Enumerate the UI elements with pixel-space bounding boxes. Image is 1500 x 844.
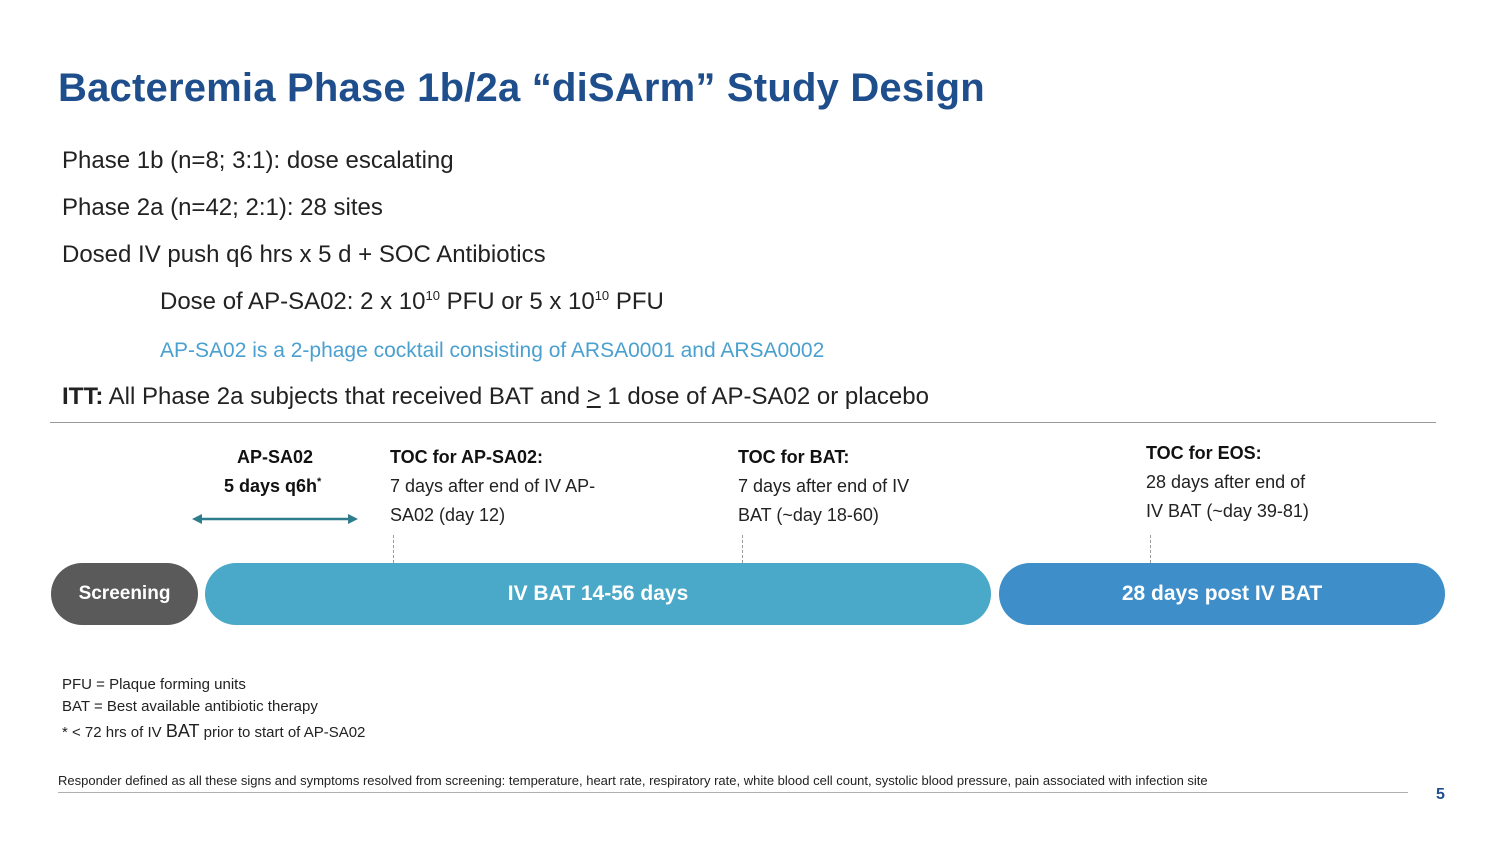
footnote-bat: BAT = Best available antibiotic therapy (62, 698, 318, 715)
toc-apsa02-line1: 7 days after end of IV AP- (390, 476, 596, 496)
toc-apsa02-header: TOC for AP-SA02: (390, 447, 544, 467)
itt-text-1: All Phase 2a subjects that received BAT and (103, 383, 587, 410)
itt-ge-symbol: > (586, 383, 601, 410)
post-iv-bat-label: 28 days post IV BAT (1121, 582, 1323, 605)
toc-eos-line2: IV BAT (~day 39-81) (1146, 501, 1309, 521)
itt-label: ITT: (62, 383, 104, 410)
footnote-star (62, 721, 365, 742)
dose-text-3: PFU (609, 288, 664, 315)
dose-exponent-1: 10 (425, 288, 440, 303)
dose-line (160, 288, 664, 316)
toc-apsa02-line2: SA02 (day 12) (390, 505, 506, 525)
footnote-star-prefix: * < 72 hrs of IV (62, 724, 166, 741)
toc-apsa02-marker (393, 535, 394, 563)
page-number: 5 (1436, 786, 1445, 803)
toc-eos-line1: 28 days after end of (1146, 472, 1306, 492)
iv-bat-phase (205, 563, 991, 625)
dosing-window-arrow-icon (190, 510, 360, 528)
toc-eos-marker (1150, 535, 1151, 563)
responder-definition: Responder defined as all these signs and symptoms resolved from screening: temperature, heart rate, respiratory rate, white blood cell count, systolic blood pressure, pain associated with infection site (58, 773, 1208, 788)
itt-line (62, 383, 929, 411)
apsa02-duration (224, 476, 321, 497)
phase2a-line: Phase 2a (n=42; 2:1): 28 sites (62, 194, 383, 221)
slide-title: Bacteremia Phase 1b/2a “diSArm” Study Design (58, 66, 985, 110)
dosing-line: Dosed IV push q6 hrs x 5 d + SOC Antibiotics (62, 241, 546, 268)
section-divider (50, 422, 1436, 423)
screening-label: Screening (78, 583, 171, 604)
apsa02-footnote-mark: * (317, 476, 322, 488)
apsa02-duration-text: 5 days q6h (224, 476, 318, 496)
footnote-star-bat: BAT (165, 721, 200, 741)
responder-underline (58, 792, 1408, 793)
toc-bat-line2: BAT (~day 18-60) (738, 505, 879, 525)
phase1b-line: Phase 1b (n=8; 3:1): dose escalating (62, 147, 454, 174)
screening-phase (51, 563, 198, 625)
dose-text-2: PFU or 5 x 10 (439, 288, 595, 315)
iv-bat-label: IV BAT 14-56 days (507, 582, 689, 605)
toc-bat-marker (742, 535, 743, 563)
toc-bat-line1: 7 days after end of IV (738, 476, 910, 496)
post-iv-bat-phase (999, 563, 1445, 625)
toc-bat-header: TOC for BAT: (738, 447, 850, 467)
footnote-pfu: PFU = Plaque forming units (62, 676, 246, 693)
apsa02-title: AP-SA02 (237, 447, 314, 467)
footnote-star-suffix: prior to start of AP-SA02 (199, 724, 366, 741)
dose-exponent-2: 10 (594, 288, 610, 303)
dose-text-1: Dose of AP-SA02: 2 x 10 (160, 288, 426, 315)
cocktail-note: AP-SA02 is a 2-phage cocktail consisting of ARSA0001 and ARSA0002 (160, 339, 825, 362)
itt-text-2: 1 dose of AP-SA02 or placebo (600, 383, 929, 410)
toc-eos-header: TOC for EOS: (1146, 443, 1262, 463)
